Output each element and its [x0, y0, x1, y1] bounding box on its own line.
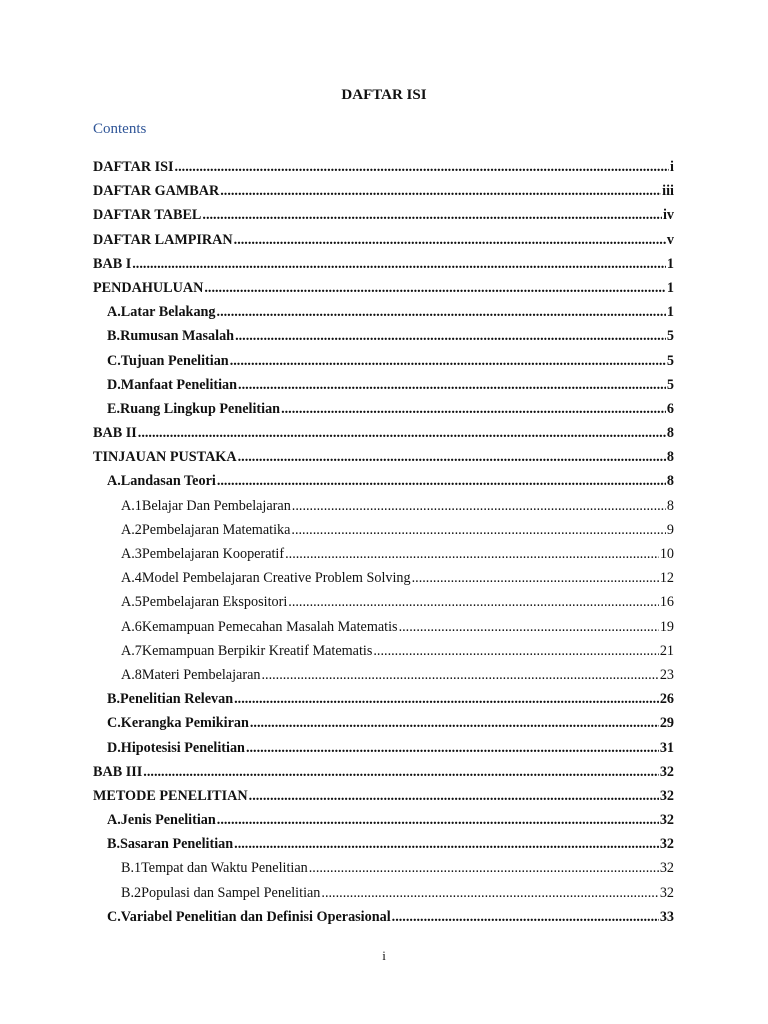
toc-entry-marker: D.: [107, 739, 121, 756]
toc-entry-title: Pembelajaran Kooperatif: [141, 546, 285, 562]
toc-entry-page: 29: [659, 715, 674, 732]
toc-entry-title: DAFTAR ISI: [93, 159, 174, 175]
toc-dot-leader: [246, 736, 659, 760]
toc-entry-page: 8: [666, 497, 674, 514]
toc-entry-title: Pembelajaran Matematika: [141, 521, 291, 538]
toc-dot-leader: [230, 349, 666, 373]
toc-entry-page: 19: [659, 618, 674, 635]
toc-entry[interactable]: [93, 736, 674, 760]
toc-dot-leader: [288, 590, 659, 614]
toc-entry-title: Manfaat Penelitian: [120, 376, 238, 393]
toc-entry[interactable]: [93, 832, 674, 856]
toc-entry-page: 9: [666, 521, 674, 538]
toc-entry-title: Sasaran Penelitian: [120, 836, 234, 853]
toc-entry-marker: A.: [107, 812, 121, 829]
toc-entry-marker: B.: [107, 328, 121, 345]
page-title: DAFTAR ISI: [341, 87, 427, 103]
toc-entry-page: 23: [659, 666, 674, 683]
toc-entry-page: 8: [666, 425, 674, 442]
toc-dot-leader: [291, 518, 666, 542]
toc-entry-marker: A.6: [121, 618, 142, 635]
toc-entry[interactable]: [93, 590, 674, 614]
toc-dot-leader: [392, 905, 659, 929]
toc-dot-leader: [234, 687, 659, 711]
toc-dot-leader: [292, 494, 666, 518]
toc-entry-marker: A.4: [121, 570, 142, 587]
toc-entry-page: 8: [666, 449, 674, 466]
toc-entry-page: 5: [666, 376, 674, 393]
toc-dot-leader: [309, 856, 659, 880]
toc-entry-marker: A.5: [121, 594, 142, 611]
toc-entry-marker: A.: [107, 473, 121, 490]
toc-entry-title: Pembelajaran Ekspositori: [141, 594, 288, 611]
toc-entry[interactable]: [93, 421, 674, 445]
page-number: i: [382, 948, 386, 963]
toc-entry-marker: A.7: [121, 642, 142, 659]
toc-entry-page: iii: [662, 183, 674, 200]
table-of-contents: [93, 155, 674, 929]
toc-entry-title: Latar Belakang: [120, 304, 216, 321]
toc-entry-page: v: [666, 231, 674, 248]
toc-entry-marker: D.: [107, 376, 121, 393]
toc-dot-leader: [204, 276, 666, 300]
toc-entry-page: 16: [659, 594, 674, 611]
toc-entry-title: DAFTAR GAMBAR: [93, 183, 220, 200]
toc-entry[interactable]: [93, 687, 674, 711]
toc-dot-leader: [234, 228, 666, 252]
toc-entry-page: 12: [659, 570, 674, 587]
toc-entry-title: BAB III: [93, 763, 143, 780]
toc-dot-leader: [321, 881, 658, 905]
toc-entry-marker: B.2: [121, 884, 142, 901]
toc-entry-page: 6: [666, 400, 674, 417]
toc-entry-title: BAB II: [93, 425, 137, 442]
toc-entry-page: 31: [659, 739, 674, 756]
toc-entry-page: 26: [659, 691, 674, 708]
toc-entry-page: 33: [659, 908, 674, 925]
toc-entry-marker: E.: [107, 400, 121, 417]
toc-entry[interactable]: [93, 445, 674, 469]
toc-entry-page: 1: [666, 279, 674, 296]
toc-dot-leader: [217, 469, 666, 493]
toc-dot-leader: [217, 300, 666, 324]
toc-entry-title: Materi Pembelajaran: [141, 666, 261, 683]
toc-entry[interactable]: [93, 373, 674, 397]
toc-entry-title: Rumusan Masalah: [120, 328, 235, 345]
toc-dot-leader: [250, 711, 659, 735]
toc-dot-leader: [235, 324, 666, 348]
toc-entry-title: Variabel Penelitian dan Definisi Operasional: [120, 908, 391, 925]
toc-entry[interactable]: [93, 881, 674, 905]
toc-entry-marker: A.8: [121, 666, 142, 683]
toc-dot-leader: [261, 663, 658, 687]
toc-dot-leader: [238, 373, 666, 397]
toc-entry-title: TINJAUAN PUSTAKA: [93, 449, 237, 466]
toc-entry[interactable]: [93, 228, 674, 252]
toc-dot-leader: [412, 566, 659, 590]
toc-dot-leader: [175, 155, 670, 179]
toc-dot-leader: [138, 421, 666, 445]
toc-dot-leader: [285, 542, 659, 566]
toc-entry[interactable]: [93, 711, 674, 735]
toc-entry[interactable]: [93, 760, 674, 784]
toc-entry-page: 1: [666, 255, 674, 272]
toc-dot-leader: [234, 832, 659, 856]
toc-entry-title: BAB I: [93, 255, 132, 272]
toc-entry[interactable]: [93, 615, 674, 639]
toc-dot-leader: [202, 203, 662, 227]
toc-dot-leader: [132, 252, 666, 276]
toc-entry-title: Landasan Teori: [120, 473, 216, 490]
toc-dot-leader: [249, 784, 659, 808]
toc-entry-page: i: [670, 159, 674, 175]
toc-entry-marker: B.: [107, 836, 121, 853]
toc-entry-title: Kerangka Pemikiran: [120, 715, 249, 732]
toc-entry-title: Penelitian Relevan: [120, 691, 234, 708]
toc-entry[interactable]: [93, 252, 674, 276]
toc-entry-title: DAFTAR LAMPIRAN: [93, 231, 233, 248]
toc-entry-marker: B.: [107, 691, 121, 708]
toc-entry-page: iv: [662, 207, 674, 224]
toc-entry[interactable]: [93, 179, 674, 203]
toc-entry-marker: B.1: [121, 860, 142, 877]
toc-entry-page: 10: [659, 546, 674, 562]
toc-dot-leader: [217, 808, 659, 832]
toc-entry[interactable]: [93, 203, 674, 227]
toc-entry[interactable]: [93, 856, 674, 880]
toc-entry-page: 32: [659, 763, 674, 780]
toc-dot-leader: [281, 397, 666, 421]
toc-entry-title: DAFTAR TABEL: [93, 207, 202, 224]
toc-entry-marker: C.: [107, 715, 121, 732]
toc-dot-leader: [373, 639, 658, 663]
toc-entry-page: 5: [666, 328, 674, 345]
toc-dot-leader: [220, 179, 661, 203]
toc-entry-page: 5: [666, 352, 674, 369]
toc-dot-leader: [143, 760, 659, 784]
toc-entry[interactable]: [93, 542, 674, 566]
toc-entry[interactable]: [93, 639, 674, 663]
toc-entry[interactable]: [93, 300, 674, 324]
toc-entry[interactable]: [93, 784, 674, 808]
toc-entry[interactable]: [93, 276, 674, 300]
toc-entry-title: Hipotesisi Penelitian: [120, 739, 245, 756]
toc-entry-marker: C.: [107, 352, 121, 369]
toc-entry-marker: A.2: [121, 521, 142, 538]
toc-entry-page: 32: [659, 836, 674, 853]
toc-entry-page: 8: [666, 473, 674, 490]
toc-entry[interactable]: [93, 566, 674, 590]
toc-entry[interactable]: [93, 155, 674, 179]
toc-entry-title: PENDAHULUAN: [93, 279, 204, 296]
toc-entry[interactable]: [93, 324, 674, 348]
toc-entry-title: Belajar Dan Pembelajaran: [141, 497, 291, 514]
toc-entry-page: 1: [666, 304, 674, 321]
toc-entry-title: Kemampuan Pemecahan Masalah Matematis: [141, 618, 398, 635]
toc-entry-title: Model Pembelajaran Creative Problem Solving: [141, 570, 411, 587]
toc-entry-title: Jenis Penelitian: [120, 812, 216, 829]
toc-entry[interactable]: [93, 469, 674, 493]
toc-dot-leader: [399, 615, 659, 639]
toc-entry-title: Ruang Lingkup Penelitian: [120, 400, 281, 417]
toc-entry[interactable]: [93, 397, 674, 421]
toc-entry-title: Populasi dan Sampel Penelitian: [141, 884, 321, 901]
toc-entry-marker: A.3: [121, 546, 142, 562]
toc-entry[interactable]: [93, 518, 674, 542]
contents-heading: Contents: [93, 121, 147, 137]
toc-entry-title: Tempat dan Waktu Penelitian: [141, 860, 308, 877]
toc-entry-title: Tujuan Penelitian: [120, 352, 229, 369]
toc-entry-page: 21: [659, 642, 674, 659]
toc-entry[interactable]: [93, 494, 674, 518]
toc-entry[interactable]: [93, 808, 674, 832]
toc-entry-marker: A.1: [121, 497, 142, 514]
toc-entry-page: 32: [659, 884, 674, 901]
toc-entry-marker: C.: [107, 908, 121, 925]
toc-entry-page: 32: [659, 860, 674, 877]
toc-entry-title: Kemampuan Berpikir Kreatif Matematis: [141, 642, 373, 659]
toc-entry-marker: A.: [107, 304, 121, 321]
toc-entry-page: 32: [659, 787, 674, 804]
toc-entry[interactable]: [93, 663, 674, 687]
toc-entry[interactable]: [93, 905, 674, 929]
toc-entry[interactable]: [93, 349, 674, 373]
toc-dot-leader: [238, 445, 666, 469]
toc-entry-page: 32: [659, 812, 674, 829]
toc-entry-title: METODE PENELITIAN: [93, 787, 248, 804]
